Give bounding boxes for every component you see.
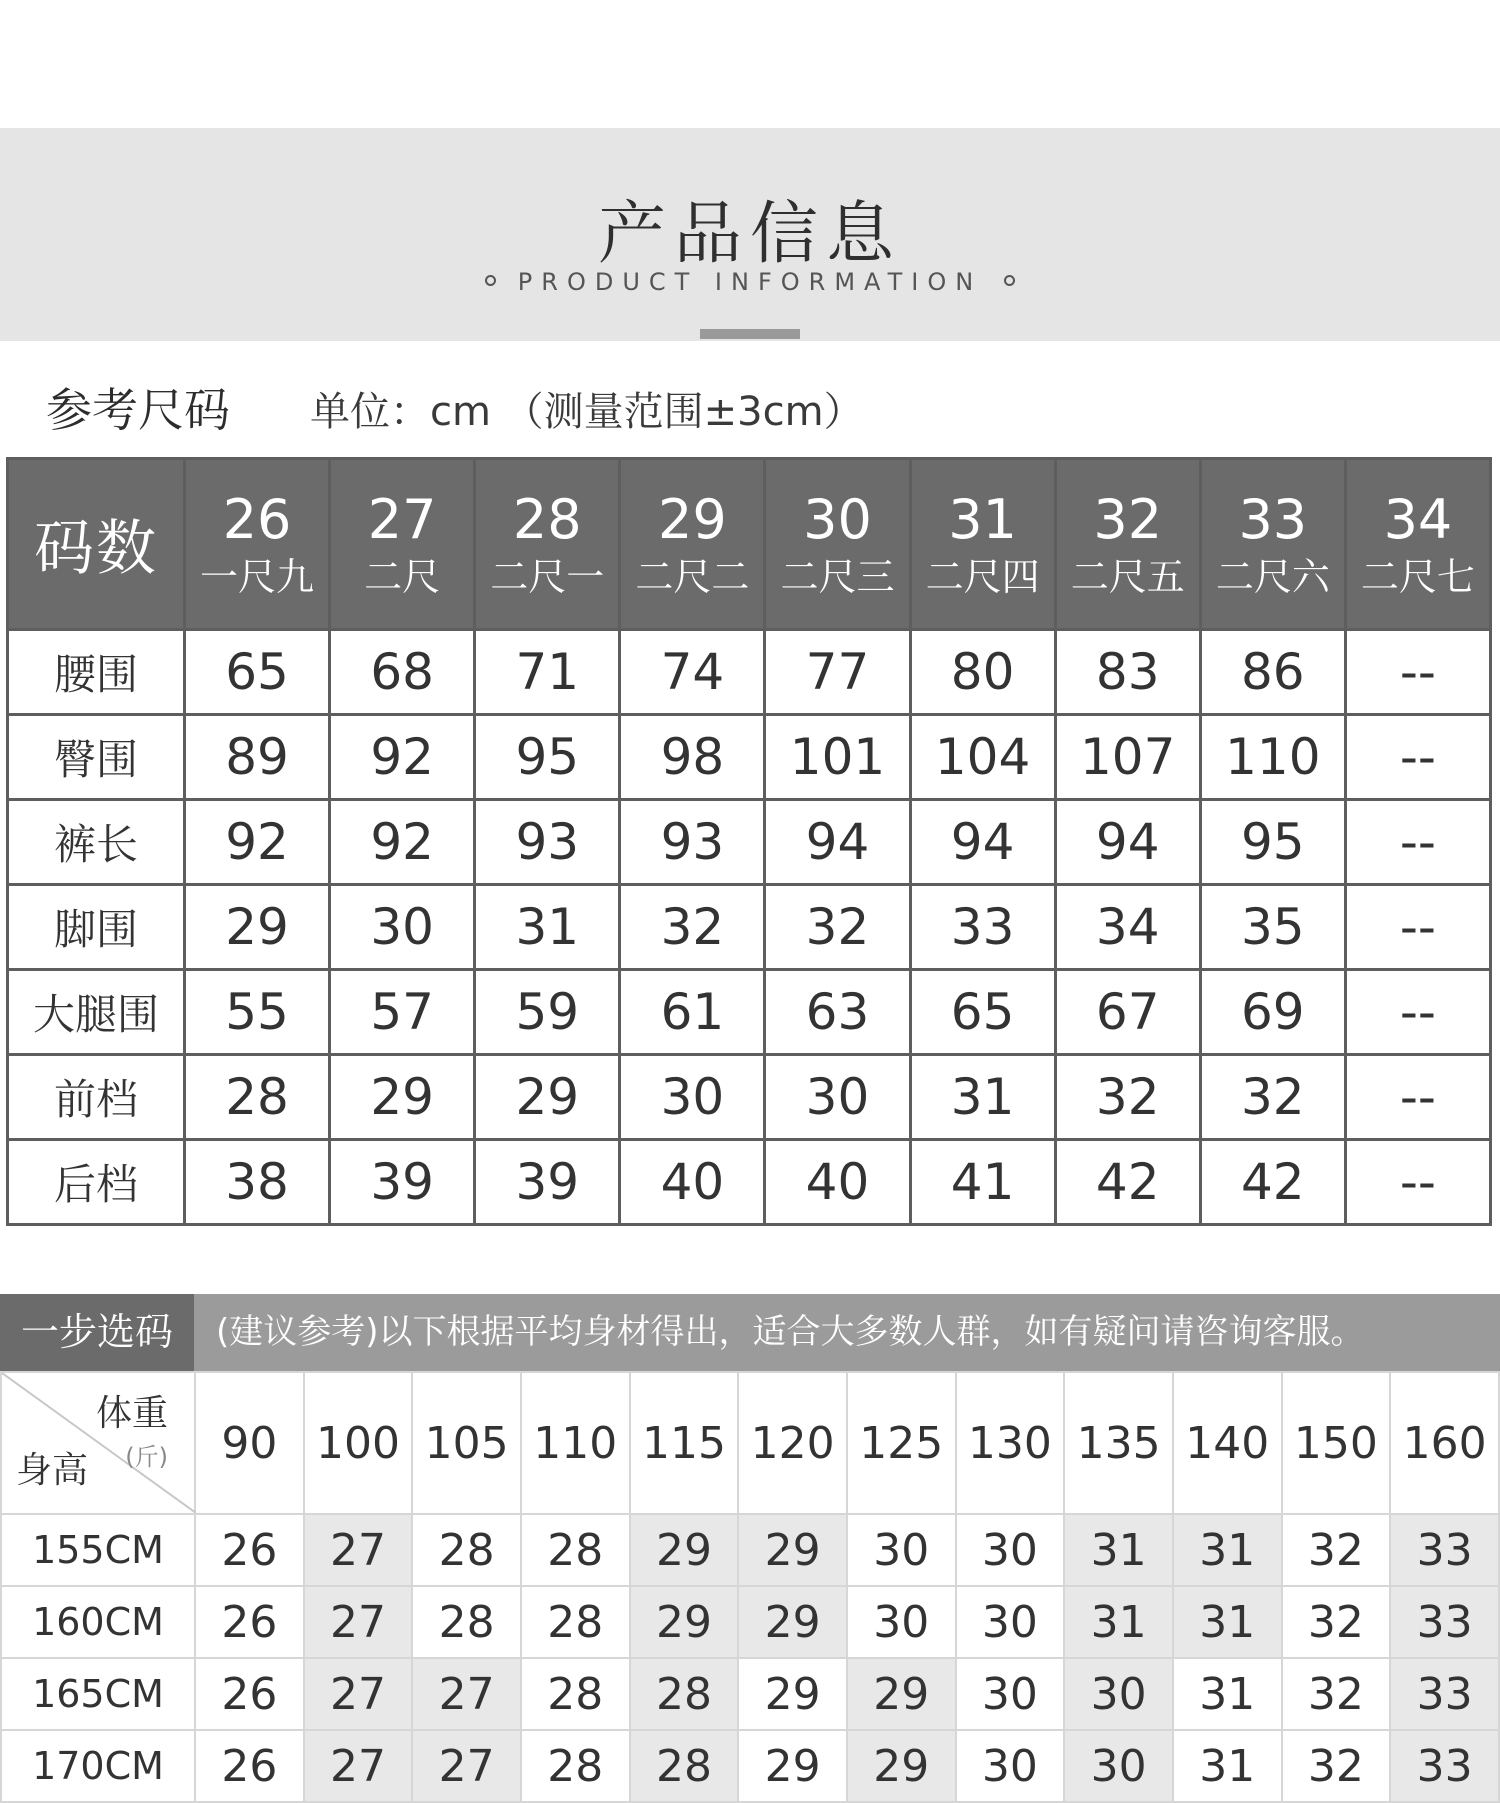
- measurement-value: --: [1345, 970, 1490, 1055]
- size-column-header: [475, 459, 620, 630]
- measurement-value: 80: [910, 630, 1055, 715]
- size-chinese-waist: 二尺五: [1070, 555, 1185, 599]
- size-number: 29: [658, 488, 727, 551]
- recommended-size: 32: [1282, 1730, 1391, 1802]
- size-header-row: [8, 459, 1491, 630]
- recommended-size: 28: [412, 1514, 521, 1586]
- weight-header: 125: [847, 1372, 956, 1514]
- measurement-value: 93: [620, 800, 765, 885]
- measurement-value: 57: [330, 970, 475, 1055]
- recommended-size: 30: [956, 1586, 1065, 1658]
- measurement-value: 42: [1200, 1140, 1345, 1225]
- weight-header: 105: [412, 1372, 521, 1514]
- unit-note: 单位：cm （测量范围±3cm）: [310, 389, 864, 435]
- recommended-size: 28: [630, 1730, 739, 1802]
- recommended-size: 30: [1064, 1730, 1173, 1802]
- measurement-label: 大腿围: [8, 970, 185, 1055]
- page-subtitle-text: PRODUCT INFORMATION: [517, 268, 983, 296]
- recommended-size: 28: [630, 1658, 739, 1730]
- recommended-size: 27: [412, 1730, 521, 1802]
- measurement-value: 35: [1200, 885, 1345, 970]
- recommended-size: 29: [847, 1730, 956, 1802]
- weight-header: 160: [1390, 1372, 1499, 1514]
- corner-unit-label: (斤): [125, 1443, 168, 1471]
- measurement-value: 61: [620, 970, 765, 1055]
- height-label: 170CM: [1, 1730, 195, 1802]
- weight-header: 135: [1064, 1372, 1173, 1514]
- one-step-bar: [0, 1294, 1500, 1371]
- recommended-size: 30: [956, 1514, 1065, 1586]
- recommended-size: 32: [1282, 1658, 1391, 1730]
- recommended-size: 29: [738, 1514, 847, 1586]
- measurement-value: 32: [1055, 1055, 1200, 1140]
- measurement-value: --: [1345, 885, 1490, 970]
- size-chinese-waist: 一尺九: [200, 555, 315, 599]
- measurement-value: 94: [765, 800, 910, 885]
- page-subtitle: [0, 268, 1500, 296]
- recommended-size: 31: [1173, 1730, 1282, 1802]
- measurement-value: 63: [765, 970, 910, 1055]
- measurement-value: 93: [475, 800, 620, 885]
- measurement-value: 77: [765, 630, 910, 715]
- table-row: [1, 1658, 1499, 1730]
- measurement-label: 脚围: [8, 885, 185, 970]
- size-column-header: [1345, 459, 1490, 630]
- size-column-header: [910, 459, 1055, 630]
- measurement-value: 86: [1200, 630, 1345, 715]
- weight-header: 90: [195, 1372, 304, 1514]
- recommended-size: 27: [304, 1658, 413, 1730]
- measurement-value: 67: [1055, 970, 1200, 1055]
- measurement-value: 38: [185, 1140, 330, 1225]
- size-chinese-waist: 二尺二: [635, 555, 750, 599]
- measurement-value: 30: [765, 1055, 910, 1140]
- table-row: [8, 970, 1491, 1055]
- measurement-value: 101: [765, 715, 910, 800]
- size-number: 26: [222, 488, 292, 551]
- measurement-label: 裤长: [8, 800, 185, 885]
- measurement-value: 32: [1200, 1055, 1345, 1140]
- measurement-value: 40: [620, 1140, 765, 1225]
- measurement-value: --: [1345, 715, 1490, 800]
- recommended-size: 30: [847, 1514, 956, 1586]
- recommended-size: 31: [1173, 1586, 1282, 1658]
- recommended-size: 31: [1173, 1658, 1282, 1730]
- recommended-size: 28: [412, 1586, 521, 1658]
- recommended-size: 33: [1390, 1514, 1499, 1586]
- table-row: [8, 1140, 1491, 1225]
- measurement-value: 83: [1055, 630, 1200, 715]
- recommended-size: 26: [195, 1730, 304, 1802]
- measurement-value: 32: [765, 885, 910, 970]
- measurement-label: 后档: [8, 1140, 185, 1225]
- size-chinese-waist: 二尺六: [1215, 555, 1330, 599]
- measurement-value: 31: [475, 885, 620, 970]
- recommended-size: 28: [521, 1658, 630, 1730]
- measurement-value: 65: [910, 970, 1055, 1055]
- measurement-value: 94: [1055, 800, 1200, 885]
- recommended-size: 29: [738, 1658, 847, 1730]
- measurement-label: 臀围: [8, 715, 185, 800]
- recommended-size: 31: [1173, 1514, 1282, 1586]
- measurement-value: 95: [1200, 800, 1345, 885]
- measurement-value: 94: [910, 800, 1055, 885]
- recommended-size: 28: [521, 1514, 630, 1586]
- recommend-table-body: [1, 1514, 1499, 1802]
- table-row: [8, 1055, 1491, 1140]
- measurement-value: 32: [620, 885, 765, 970]
- recommended-size: 30: [956, 1658, 1065, 1730]
- table-row: [8, 630, 1491, 715]
- weight-header: 150: [1282, 1372, 1391, 1514]
- size-column-header: [1200, 459, 1345, 630]
- height-label: 160CM: [1, 1586, 195, 1658]
- table-row: [8, 715, 1491, 800]
- measurement-value: 41: [910, 1140, 1055, 1225]
- size-number: 30: [803, 488, 872, 551]
- measurement-value: 92: [330, 715, 475, 800]
- size-corner-text: 码数: [34, 514, 158, 584]
- measurement-value: 30: [620, 1055, 765, 1140]
- recommended-size: 27: [304, 1730, 413, 1802]
- recommended-size: 30: [956, 1730, 1065, 1802]
- measurement-value: --: [1345, 1140, 1490, 1225]
- measurement-value: 89: [185, 715, 330, 800]
- corner-cell: [1, 1372, 195, 1514]
- top-spacer: [0, 0, 1500, 128]
- measurement-value: 104: [910, 715, 1055, 800]
- size-corner-label: [8, 459, 185, 630]
- weight-header: 115: [630, 1372, 739, 1514]
- table-row: [1, 1730, 1499, 1802]
- recommended-size: 32: [1282, 1514, 1391, 1586]
- recommended-size: 30: [1064, 1658, 1173, 1730]
- size-number: 28: [512, 488, 582, 551]
- recommended-size: 27: [412, 1658, 521, 1730]
- page-title: 产品信息: [597, 195, 902, 274]
- recommended-size: 26: [195, 1514, 304, 1586]
- measurement-value: 33: [910, 885, 1055, 970]
- height-label: 155CM: [1, 1514, 195, 1586]
- measurement-value: --: [1345, 630, 1490, 715]
- ring-left-icon: [485, 275, 496, 286]
- measurement-value: 29: [330, 1055, 475, 1140]
- weight-header: 130: [956, 1372, 1065, 1514]
- recommended-size: 31: [1064, 1514, 1173, 1586]
- size-column-header: [620, 459, 765, 630]
- measurement-value: 55: [185, 970, 330, 1055]
- recommended-size: 29: [630, 1586, 739, 1658]
- table-row: [1, 1514, 1499, 1586]
- size-column-header: [185, 459, 330, 630]
- recommended-size: 33: [1390, 1730, 1499, 1802]
- measurement-value: 110: [1200, 715, 1345, 800]
- measurement-value: 29: [185, 885, 330, 970]
- size-column-header: [1055, 459, 1200, 630]
- measurement-value: 40: [765, 1140, 910, 1225]
- measurement-value: 74: [620, 630, 765, 715]
- measurement-value: 98: [620, 715, 765, 800]
- weight-header-row: [1, 1372, 1499, 1514]
- weight-header: 140: [1173, 1372, 1282, 1514]
- one-step-text: (建议参考)以下根据平均身材得出，适合大多数人群，如有疑问请咨询客服。: [216, 1312, 1365, 1352]
- recommended-size: 31: [1064, 1586, 1173, 1658]
- recommended-size: 32: [1282, 1586, 1391, 1658]
- measurement-value: 69: [1200, 970, 1345, 1055]
- measurement-value: 39: [330, 1140, 475, 1225]
- weight-header: 110: [521, 1372, 630, 1514]
- measurement-value: 65: [185, 630, 330, 715]
- measurement-value: 71: [475, 630, 620, 715]
- corner-height-label: 身高: [16, 1450, 89, 1491]
- recommended-size: 27: [304, 1586, 413, 1658]
- recommended-size: 29: [630, 1514, 739, 1586]
- height-label: 165CM: [1, 1658, 195, 1730]
- recommended-size: 33: [1390, 1658, 1499, 1730]
- recommended-size: 26: [195, 1586, 304, 1658]
- size-number: 33: [1238, 488, 1308, 551]
- size-column-header: [765, 459, 910, 630]
- weight-header: 120: [738, 1372, 847, 1514]
- measurement-value: 68: [330, 630, 475, 715]
- size-chinese-waist: 二尺四: [925, 555, 1040, 599]
- measurement-value: 59: [475, 970, 620, 1055]
- measurement-value: 107: [1055, 715, 1200, 800]
- size-chinese-waist: 二尺: [364, 555, 441, 599]
- measurement-value: 92: [330, 800, 475, 885]
- recommended-size: 29: [847, 1658, 956, 1730]
- measurement-value: 34: [1055, 885, 1200, 970]
- table-row: [1, 1586, 1499, 1658]
- size-chinese-waist: 二尺七: [1360, 555, 1475, 599]
- measurement-value: 29: [475, 1055, 620, 1140]
- recommended-size: 29: [738, 1586, 847, 1658]
- measurement-value: --: [1345, 800, 1490, 885]
- table-row: [8, 885, 1491, 970]
- corner-weight-label: 体重: [95, 1393, 168, 1434]
- size-table-body: [8, 630, 1491, 1225]
- size-chinese-waist: 二尺三: [780, 555, 895, 599]
- recommended-size: 27: [304, 1514, 413, 1586]
- title-underline: [700, 329, 800, 339]
- size-chinese-waist: 二尺一: [490, 555, 605, 599]
- measurement-value: 92: [185, 800, 330, 885]
- product-info-banner: [0, 128, 1500, 341]
- size-column-header: [330, 459, 475, 630]
- measurement-value: --: [1345, 1055, 1490, 1140]
- recommend-table: [0, 1371, 1500, 1803]
- size-number: 32: [1093, 488, 1163, 551]
- measurement-value: 42: [1055, 1140, 1200, 1225]
- table-row: [8, 800, 1491, 885]
- ring-right-icon: [1004, 275, 1015, 286]
- weight-header: 100: [304, 1372, 413, 1514]
- measurement-label: 腰围: [8, 630, 185, 715]
- measurement-value: 28: [185, 1055, 330, 1140]
- measurement-label: 前档: [8, 1055, 185, 1140]
- measurement-value: 39: [475, 1140, 620, 1225]
- size-number: 34: [1383, 488, 1453, 551]
- measurement-value: 30: [330, 885, 475, 970]
- size-number: 27: [367, 488, 437, 551]
- recommended-size: 33: [1390, 1586, 1499, 1658]
- recommended-size: 28: [521, 1586, 630, 1658]
- recommended-size: 26: [195, 1658, 304, 1730]
- recommended-size: 28: [521, 1730, 630, 1802]
- measurement-value: 31: [910, 1055, 1055, 1140]
- reference-size-heading: 参考尺码: [46, 383, 230, 437]
- size-number: 31: [948, 488, 1017, 551]
- recommended-size: 30: [847, 1586, 956, 1658]
- size-table: [6, 457, 1492, 1226]
- one-step-tag: 一步选码: [0, 1294, 194, 1371]
- measurement-value: 95: [475, 715, 620, 800]
- recommended-size: 29: [738, 1730, 847, 1802]
